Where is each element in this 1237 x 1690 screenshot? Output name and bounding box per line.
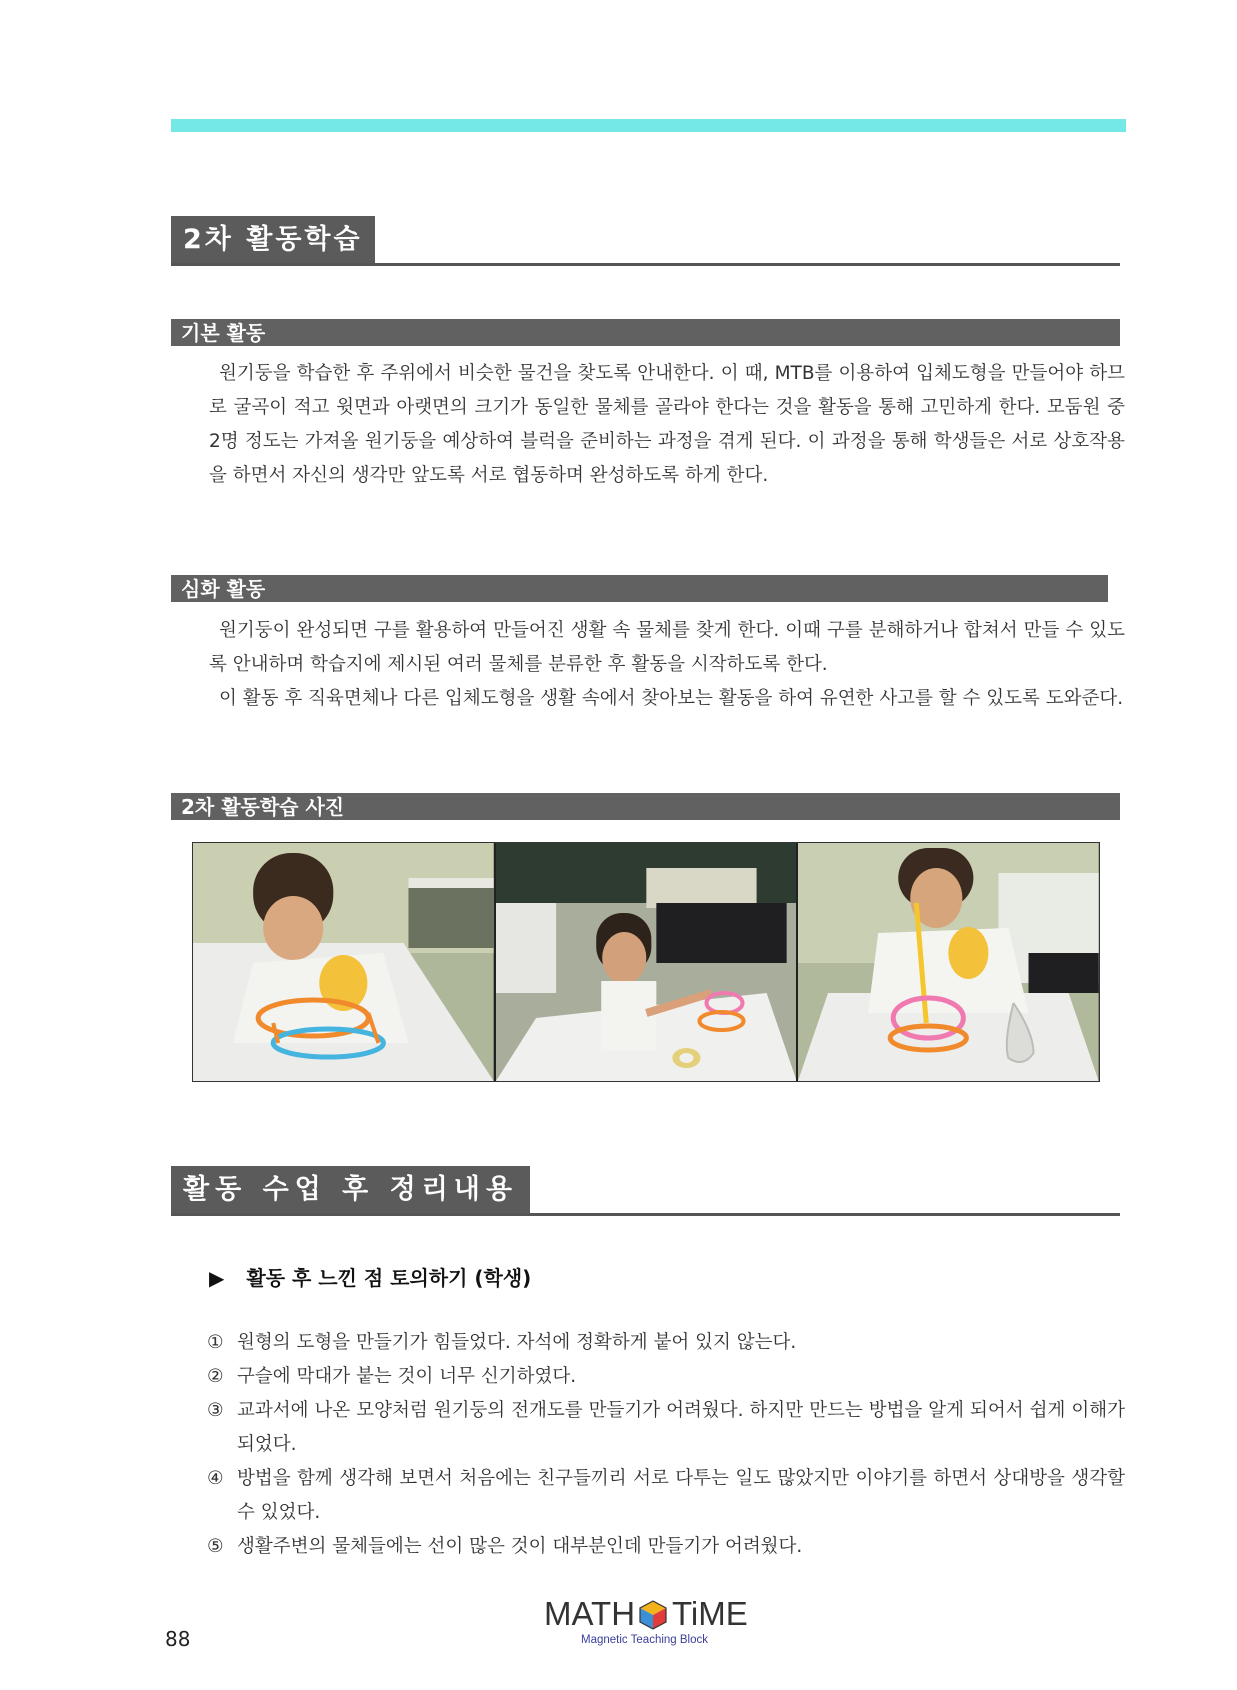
activity-photo-strip [192,842,1100,1082]
discussion-list [207,1326,1125,1564]
list-item-text: 방법을 함께 생각해 보면서 처음에는 친구들끼리 서로 다투는 일도 많았지만 이야기를 하면서 상대방을 생각할 수 있었다. [237,1468,1125,1523]
discussion-heading [209,1262,531,1291]
basic-activity-text [209,357,1125,493]
top-accent-bar [171,119,1126,132]
subsection-title-basic: 기본 활동 [171,319,1120,346]
logo-text-math: MATH [544,1595,636,1632]
subsection-title-photos: 2차 활동학습 사진 [171,793,1120,820]
list-item-text: 원형의 도형을 만들기가 힘들었다. 자석에 정확하게 붙어 있지 않는다. [237,1332,797,1353]
cube-logo-icon [637,1599,669,1631]
list-item [207,1394,1125,1462]
section-rule [171,263,1120,266]
subsection-title-deep: 심화 활동 [171,575,1108,602]
section-title-summary: 활동 수업 후 정리내용 [171,1166,530,1214]
right-triangle-icon: ▶ [209,1266,225,1290]
deep-activity-paragraph-1: 원기둥이 완성되면 구를 활용하여 만들어진 생활 속 물체를 찾게 한다. 이때 구를 분해하거나 합쳐서 만들 수 있도록 안내하며 학습지에 제시된 여러 물체를 분류한 후 활동을 시작하도록 한다. [209,620,1125,675]
section-header-summary [171,1166,1120,1216]
logo-tagline: Magnetic Teaching Block [581,1634,708,1646]
list-item-number: ③ [207,1400,224,1421]
list-item-number: ② [207,1366,224,1387]
activity-photo-2 [496,843,799,1081]
page-number: 88 [165,1627,191,1651]
activity-photo-1 [193,843,496,1081]
section-title-activity2: 2차 활동학습 [171,216,375,264]
discussion-heading-text: 활동 후 느낀 점 토의하기 (학생) [246,1266,532,1290]
list-item-text: 생활주변의 물체들에는 선이 많은 것이 대부분인데 만들기가 어려웠다. [237,1536,803,1557]
list-item-text: 교과서에 나온 모양처럼 원기둥의 전개도를 만들기가 어려웠다. 하지만 만드는 방법을 알게 되어서 쉽게 이해가 되었다. [237,1400,1125,1455]
list-item [207,1326,1125,1360]
list-item-number: ① [207,1332,224,1353]
list-item [207,1360,1125,1394]
list-item [207,1530,1125,1564]
logo-text-time: TiME [672,1595,748,1632]
section-rule [171,1213,1120,1216]
list-item-number: ④ [207,1468,224,1489]
math-time-logo [544,1595,754,1655]
list-item-text: 구슬에 막대가 붙는 것이 너무 신기하였다. [237,1366,577,1387]
deep-activity-text [209,614,1125,716]
deep-activity-paragraph-2: 이 활동 후 직육면체나 다른 입체도형을 생활 속에서 찾아보는 활동을 하여 유연한 사고를 할 수 있도록 도와준다. [219,688,1124,709]
list-item-number: ⑤ [207,1536,224,1557]
section-header-activity2 [171,216,1120,266]
list-item [207,1462,1125,1530]
basic-activity-paragraph: 원기둥을 학습한 후 주위에서 비슷한 물건을 찾도록 안내한다. 이 때, MTB를 이용하여 입체도형을 만들어야 하므로 굴곡이 적고 윗면과 아랫면의 크기가 동일한 물체를 골라야 한다는 것을 활동을 통해 고민하게 한다. 모둠원 중 2명 정도는 가져올 원기둥을 예상하여 블럭을 준비하는 과정을 겪게 된다. 이 과정을 통해 학생들은 서로 상호작용을 하면서 자신의 생각만 앞도록 서로 협동하며 완성하도록 하게 한다. [209,363,1125,486]
activity-photo-3 [798,843,1099,1081]
